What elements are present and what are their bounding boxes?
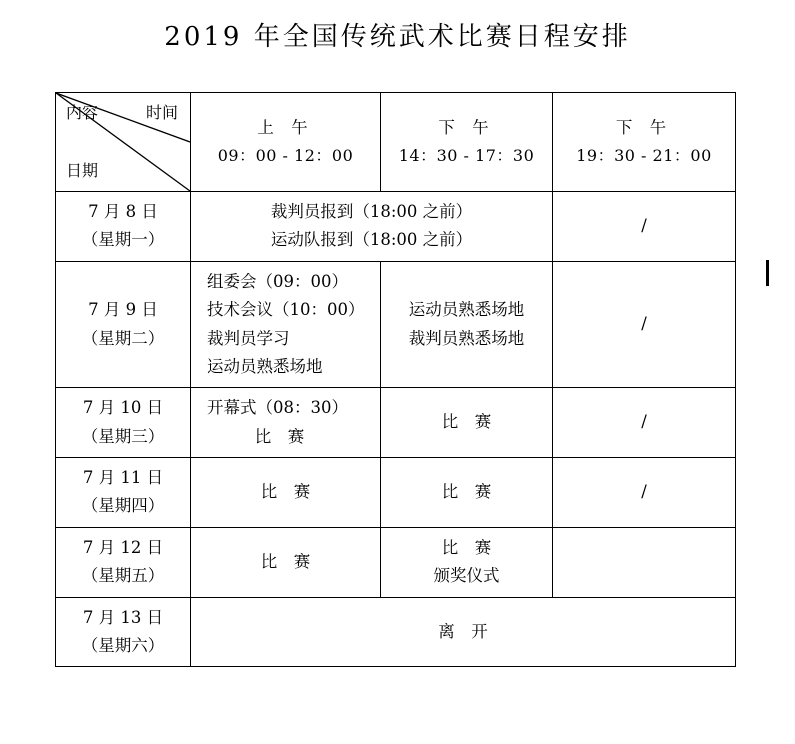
cell-line: 颁奖仪式	[433, 566, 500, 586]
page-edge-artifact	[766, 260, 769, 286]
table-header-row	[56, 93, 736, 192]
cell-0710-afternoon	[381, 388, 553, 458]
cell-line: 组委会（09：00）	[207, 271, 348, 291]
cell-line: 比 赛	[441, 412, 492, 432]
weekday-text: （星期四）	[81, 496, 165, 516]
row-date-0708	[56, 192, 191, 262]
session-time: 14：30 - 17：30	[398, 146, 535, 166]
session-name: 下 午	[438, 118, 495, 138]
cell-line: 裁判员报到（18:00 之前）	[270, 202, 473, 221]
schedule-table-container	[55, 92, 735, 667]
date-text: 7 月 10 日	[82, 398, 164, 418]
cell-line: 比 赛	[260, 551, 311, 571]
cell-0709-afternoon	[381, 261, 553, 388]
weekday-text: （星期六）	[81, 635, 165, 655]
weekday-text: （星期二）	[81, 328, 165, 348]
row-date-0711	[56, 458, 191, 528]
cell-0709-morning	[191, 261, 381, 388]
session-name: 上 午	[257, 118, 314, 138]
header-corner-cell	[56, 93, 191, 192]
cell-0709-evening: /	[553, 261, 736, 388]
cell-0711-afternoon	[381, 458, 553, 528]
weekday-text: （星期五）	[81, 566, 165, 586]
schedule-table	[55, 92, 736, 667]
header-label-content: 内容	[66, 103, 99, 122]
cell-line: 运动员熟悉场地	[408, 300, 525, 320]
row-date-0709	[56, 261, 191, 388]
header-session-morning	[191, 93, 381, 192]
cell-line: 比 赛	[441, 482, 492, 502]
table-row	[56, 458, 736, 528]
date-text: 7 月 9 日	[88, 300, 158, 320]
cell-line: 离 开	[438, 621, 488, 641]
cell-0708-registration	[191, 192, 553, 262]
header-label-date: 日期	[66, 161, 99, 181]
cell-line: 运动队报到（18:00 之前）	[270, 230, 473, 250]
row-date-0710	[56, 388, 191, 458]
cell-line: 技术会议（10：00）	[207, 300, 365, 320]
cell-0708-evening: /	[553, 192, 736, 262]
date-text: 7 月 13 日	[82, 607, 164, 627]
cell-line: 比 赛	[254, 426, 305, 446]
session-time: 09：00 - 12：00	[217, 146, 354, 166]
cell-line: 裁判员学习	[207, 328, 290, 348]
cell-0710-morning	[191, 388, 381, 458]
row-date-0713	[56, 597, 191, 667]
date-text: 7 月 11 日	[82, 468, 164, 487]
table-row	[56, 192, 736, 262]
cell-0711-morning	[191, 458, 381, 528]
cell-line: 比 赛	[441, 537, 492, 557]
cell-line: 开幕式（08：30）	[207, 398, 348, 418]
session-time: 19：30 - 21：00	[576, 146, 712, 166]
table-row	[56, 388, 736, 458]
cell-0711-evening: /	[553, 458, 736, 528]
cell-0713-departure	[191, 597, 736, 667]
header-session-evening	[553, 93, 736, 192]
header-session-afternoon	[381, 93, 553, 192]
weekday-text: （星期一）	[81, 230, 165, 250]
cell-line: 比 赛	[260, 482, 311, 502]
table-row	[56, 261, 736, 388]
cell-line: 裁判员熟悉场地	[408, 328, 525, 348]
cell-0712-afternoon	[381, 527, 553, 597]
date-text: 7 月 12 日	[82, 537, 164, 557]
weekday-text: （星期三）	[81, 426, 165, 446]
date-text: 7 月 8 日	[88, 202, 158, 221]
page-title: 2019 年全国传统武术比赛日程安排	[164, 22, 631, 52]
session-name: 下 午	[615, 118, 673, 138]
table-row	[56, 597, 736, 667]
header-label-time: 时间	[145, 103, 178, 122]
table-row	[56, 527, 736, 597]
cell-0710-evening: /	[553, 388, 736, 458]
cell-0712-evening	[553, 527, 736, 597]
row-date-0712	[56, 527, 191, 597]
cell-0712-morning	[191, 527, 381, 597]
cell-line: 运动员熟悉场地	[207, 356, 323, 376]
